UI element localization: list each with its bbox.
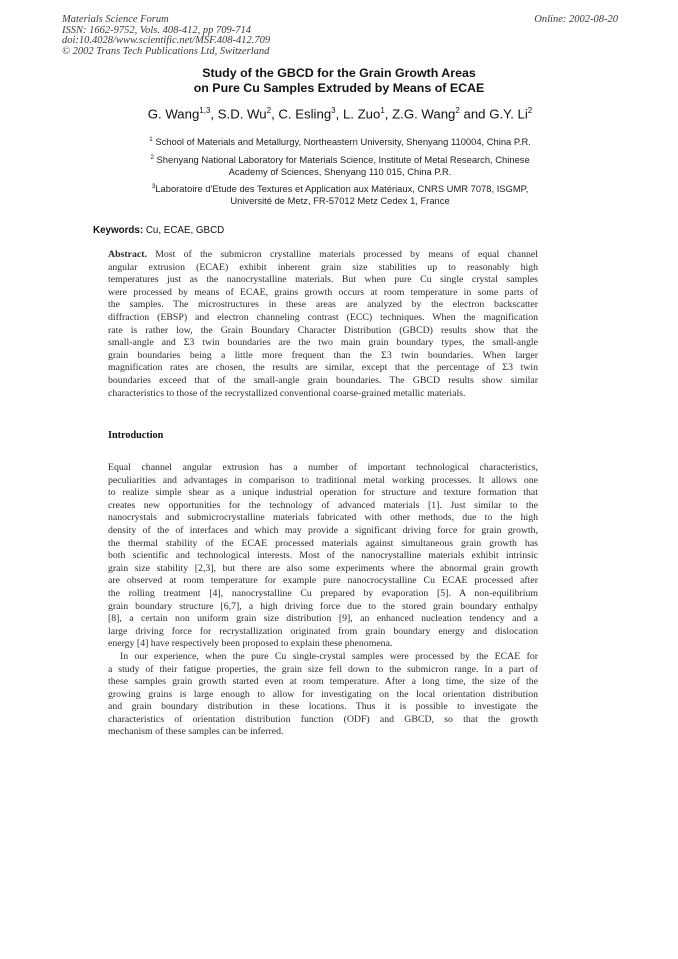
introduction-line: large driving force for recrystallization originated from grain boundary energy and dislocation xyxy=(108,625,538,637)
introduction-line: [8], a certain non uniform grain size distribution [9], an enhanced nucleation tendency and a xyxy=(108,613,538,625)
introduction-line: the thermal stability of the ECAE processed materials against simultaneous grain growth has xyxy=(108,537,538,549)
author-conjunction: and xyxy=(459,106,490,122)
affiliation-text: Shenyang National Laboratory for Materials Science, Institute of Metal Research, Chinese xyxy=(156,154,530,166)
introduction-line: creates new opportunities for the technology of advanced materials [1]. Just similar to the xyxy=(108,499,538,511)
author-separator: , xyxy=(384,106,393,122)
section-heading-introduction: Introduction xyxy=(108,430,164,441)
affiliation-text: Academy of Sciences, Shenyang 110 015, China P.R. xyxy=(228,166,452,178)
affiliation-text: Laboratoire d'Etude des Textures et Application aux Matériaux, CNRS UMR 7078, ISGMP, xyxy=(155,183,529,195)
introduction-line: growing grains is large enough to allow for investigating on the local orientation distribution xyxy=(108,688,538,700)
introduction-line: nanocrystals and submicrocrystalline materials fabricated with other methods, due to the high xyxy=(108,512,538,524)
journal-name: Materials Science Forum xyxy=(62,14,169,25)
author-name: C. Esling xyxy=(278,106,332,122)
author-affiliation-mark: 2 xyxy=(455,106,460,115)
author-name: S.D. Wu xyxy=(217,106,267,122)
author-name: G. Wang xyxy=(147,106,200,122)
abstract-text: Most of the submicron crystalline materials processed by means of equal channel xyxy=(146,249,538,260)
abstract-line: temperatures just as the nanocrystalline materials. But when pure Cu single crystal samples xyxy=(108,274,538,286)
author-affiliation-mark: 1 xyxy=(380,106,385,115)
affiliation-3 xyxy=(90,181,590,207)
affiliation-2 xyxy=(90,152,590,178)
introduction-line: Equal channel angular extrusion has a number of important technological characteristics, xyxy=(108,462,538,473)
author-name: L. Zuo xyxy=(342,106,381,122)
introduction-line: these samples grain growth started even at room temperature. After a long time, the size of the xyxy=(108,676,538,688)
author-list xyxy=(62,106,618,121)
abstract-line: characteristics to those of the recrystallized conventional coarse-grained metallic materials. xyxy=(108,387,466,399)
author-name: G.Y. Li xyxy=(489,106,528,122)
author-separator: , xyxy=(271,106,279,122)
title-line-1: Study of the GBCD for the Grain Growth Areas xyxy=(202,66,476,80)
abstract-line: angular extrusion (ECAE) exhibit inherent grain size stabilities up to reasonably high xyxy=(108,261,538,273)
abstract-line: small-angle and Σ3 twin boundaries are the two main grain boundary types, the small-angle xyxy=(108,337,538,349)
abstract-line: diffraction (EBSP) and electron channeling contrast (ECC) techniques. When the magnification xyxy=(108,311,538,323)
author-affiliation-mark: 2 xyxy=(527,106,533,115)
introduction-line: both scientific and technological interests. Most of the nanocrystalline materials exhibit intrinsic xyxy=(108,550,538,562)
issn-line: ISSN: 1662-9752, Vols. 408-412, pp 709-714 xyxy=(62,24,251,36)
introduction-line: In our experience, when the pure Cu single-crystal samples were processed by the ECAE for xyxy=(120,650,538,662)
online-date: Online: 2002-08-20 xyxy=(534,14,618,25)
abstract-line: magnification rates are chosen, the results are similar, except that the percentage of Σ3 twin xyxy=(108,362,538,374)
keywords-label: Keywords: xyxy=(93,225,144,236)
journal-header xyxy=(62,15,618,57)
introduction-line: characteristics of orientation distribution function (ODF) and GBCD, so that the growth xyxy=(108,713,538,725)
author-affiliation-mark: 2 xyxy=(266,106,272,115)
introduction-line: energy [4] have respectively been proposed to explain these phenomena. xyxy=(108,638,393,650)
abstract-line: rate is rather low, the Grain Boundary Character Distribution (GBCD) results show that the xyxy=(108,324,538,336)
introduction-line: the rolling treatment [4], nanocrystalline Cu prepared by evaporation [5]. A non-equilibrium xyxy=(108,587,538,599)
abstract-line: the samples. The microstructures in these areas are analyzed by the electron backscatter xyxy=(108,299,538,311)
affiliation-text: School of Materials and Metallurgy, Northeastern University, Shenyang 110004, China P.R. xyxy=(155,136,531,148)
introduction-line: peculiarities and advantages in comparison to traditional metal working processes. It allows one xyxy=(108,474,538,486)
introduction-line: grain size stability [2,3], but there are also some experiments where the abnormal grain growth xyxy=(108,562,538,574)
introduction-line: mechanism of these samples can be inferred. xyxy=(108,726,284,738)
keywords-value: Cu, ECAE, GBCD xyxy=(145,225,225,236)
doi-line[interactable]: doi:10.4028/www.scientific.net/MSF.408-412.709 xyxy=(62,35,271,47)
abstract-line: boundaries exceed that of the small-angle grain boundaries. The GBCD results show similar xyxy=(108,374,538,386)
paper-title xyxy=(100,66,578,96)
author-affiliation-mark: 3 xyxy=(331,106,336,115)
abstract xyxy=(108,249,538,400)
introduction-line: and grain boundary distribution in these locations. Thus it is possible to investigate the xyxy=(108,701,538,713)
author-separator: , xyxy=(335,106,343,122)
affiliation-mark: 1 xyxy=(149,136,153,143)
introduction-line: grain boundary structure [6,7], a high driving force due to the stored grain boundary enthalpy xyxy=(108,600,538,612)
introduction-line: are observed at room temperature for example pure nanocrocystalline Cu ECAE processed after xyxy=(108,575,538,587)
abstract-line: were processed by means of ECAE, grains growth occurs at room temperature in some parts of xyxy=(108,286,538,298)
abstract-line xyxy=(108,249,538,262)
introduction-line: a study of their fatigue properties, the grain size fell down to the submicron range. In a part of xyxy=(108,663,538,675)
abstract-label: Abstract. xyxy=(108,249,147,260)
author-affiliation-mark: 1,3 xyxy=(199,106,211,115)
introduction-line: density of the of interfaces and which may provide a significant driving force for grain growth, xyxy=(108,524,538,536)
affiliation-text: Université de Metz, FR-57012 Metz Cedex 1, France xyxy=(230,195,450,207)
author-separator: , xyxy=(210,106,218,122)
abstract-line: grain boundaries being a little more frequent than the Σ3 twin boundaries. When larger xyxy=(108,349,538,361)
affiliation-mark: 3 xyxy=(151,183,156,190)
introduction-line: to realize simple shear as a unique industrial operation for structure and texture formation that xyxy=(108,487,538,499)
author-name: Z.G. Wang xyxy=(392,106,456,122)
affiliation-mark: 2 xyxy=(150,154,154,161)
introduction-body xyxy=(108,462,538,739)
title-line-2: on Pure Cu Samples Extruded by Means of ECAE xyxy=(193,81,485,95)
affiliation-1 xyxy=(90,134,590,148)
copyright-line: © 2002 Trans Tech Publications Ltd, Switzerland xyxy=(62,45,270,57)
keywords xyxy=(93,225,224,236)
